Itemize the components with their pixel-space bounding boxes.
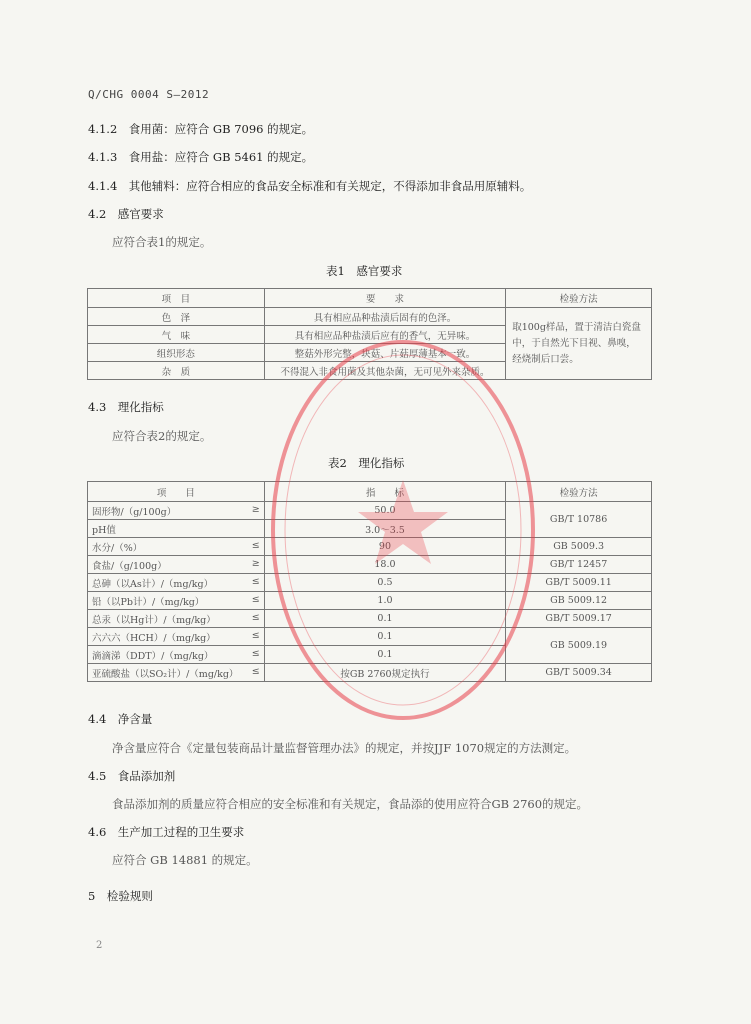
- table-row: [88, 664, 652, 682]
- table-row: [88, 538, 652, 556]
- row-item: [88, 502, 265, 520]
- row-method: GB 5009.3: [506, 538, 652, 556]
- comparison-symbol: ≤: [251, 593, 260, 605]
- table1-caption: 表1 感官要求: [326, 264, 403, 278]
- row-method: GB/T 5009.34: [506, 664, 652, 682]
- row-value: 按GB 2760规定执行: [264, 664, 506, 682]
- comparison-symbol: ≤: [251, 611, 260, 623]
- row-item: [88, 664, 265, 682]
- row-item: [88, 592, 265, 610]
- row-requirement: 不得混入非食用菌及其他杂菌，无可见外来杂质。: [264, 362, 506, 380]
- table2-caption: 表2 理化指标: [328, 456, 405, 470]
- row-item-label: 食盐/（g/100g）: [92, 560, 167, 572]
- comparison-symbol: ≤: [251, 629, 260, 641]
- table-row: [88, 574, 652, 592]
- table1-sensory: [87, 288, 652, 380]
- row-item: [88, 556, 265, 574]
- comparison-symbol: ≤: [251, 575, 260, 587]
- row-value: 0.5: [264, 574, 506, 592]
- comparison-symbol: ≤: [251, 647, 260, 659]
- row-item-label: 滴滴涕（DDT）/（mg/kg）: [92, 650, 214, 662]
- row-item-label: 六六六（HCH）/（mg/kg）: [92, 632, 216, 644]
- table-row: [88, 502, 652, 520]
- section-4-4-heading: 4.4 净含量: [88, 712, 153, 726]
- row-method: GB 5009.19: [506, 628, 652, 664]
- row-value: 1.0: [264, 592, 506, 610]
- section-4-2-body: 应符合表1的规定。: [112, 235, 212, 249]
- clause-4-1-4: 4.1.4 其他辅料：应符合相应的食品安全标准和有关规定，不得添加非食品用原辅料。: [88, 179, 532, 193]
- row-item-label: 水分/（%）: [92, 542, 143, 554]
- table-row: [88, 610, 652, 628]
- table-row: [88, 556, 652, 574]
- section-4-2-heading: 4.2 感官要求: [88, 207, 164, 221]
- table-header-cell: 检验方法: [506, 482, 652, 502]
- inspection-method: 取100g样品，置于清洁白瓷盘中，于自然光下目视、鼻嗅，经烧制后口尝。: [506, 308, 652, 380]
- comparison-symbol: ≤: [251, 539, 260, 551]
- row-method: GB/T 10786: [506, 502, 652, 538]
- comparison-symbol: ≤: [251, 665, 260, 677]
- page-number: 2: [96, 940, 103, 951]
- section-4-6-body: 应符合 GB 14881 的规定。: [112, 853, 258, 867]
- table-row: [88, 628, 652, 646]
- clause-4-1-3: 4.1.3 食用盐：应符合 GB 5461 的规定。: [88, 150, 314, 164]
- table-header-row: [88, 289, 652, 308]
- row-value: 0.1: [264, 646, 506, 664]
- comparison-symbol: ≥: [251, 503, 260, 515]
- table-header-cell: 指 标: [264, 482, 506, 502]
- section-4-6-heading: 4.6 生产加工过程的卫生要求: [88, 825, 245, 839]
- section-4-5-heading: 4.5 食品添加剂: [88, 769, 176, 783]
- table-header-cell: 要 求: [264, 289, 506, 308]
- row-item: 气 味: [88, 326, 265, 344]
- row-item: [88, 520, 265, 538]
- row-item: [88, 538, 265, 556]
- row-value: 18.0: [264, 556, 506, 574]
- row-item: [88, 628, 265, 646]
- table-row: [88, 308, 652, 326]
- row-item: [88, 574, 265, 592]
- row-method: GB/T 5009.17: [506, 610, 652, 628]
- table2-physicochemical: [87, 481, 652, 682]
- comparison-symbol: ≥: [251, 557, 260, 569]
- row-item: [88, 610, 265, 628]
- row-requirement: 具有相应品种盐渍后应有的香气，无异味。: [264, 326, 506, 344]
- row-item: [88, 646, 265, 664]
- row-value: 3.0～3.5: [264, 520, 506, 538]
- table-header-cell: 项 目: [88, 289, 265, 308]
- row-requirement: 整菇外形完整，块菇、片菇厚薄基本一致。: [264, 344, 506, 362]
- table-header-row: [88, 482, 652, 502]
- row-item: 组织形态: [88, 344, 265, 362]
- table-header-cell: 检验方法: [506, 289, 652, 308]
- table-header-cell: 项 目: [88, 482, 265, 502]
- row-value: 50.0: [264, 502, 506, 520]
- row-method: GB/T 12457: [506, 556, 652, 574]
- clause-4-1-2: 4.1.2 食用菌：应符合 GB 7096 的规定。: [88, 122, 314, 136]
- row-method: GB/T 5009.11: [506, 574, 652, 592]
- row-item: 杂 质: [88, 362, 265, 380]
- section-5-heading: 5 检验规则: [88, 889, 153, 903]
- section-4-5-body: 食品添加剂的质量应符合相应的安全标准和有关规定，食品添的使用应符合GB 2760的规定。: [112, 797, 589, 811]
- row-value: 0.1: [264, 628, 506, 646]
- row-item-label: 总砷（以As计）/（mg/kg）: [92, 578, 214, 590]
- row-item-label: 总汞（以Hg计）/（mg/kg）: [92, 614, 216, 626]
- row-item-label: 铅（以Pb计）/（mg/kg）: [92, 596, 205, 608]
- row-item: 色 泽: [88, 308, 265, 326]
- row-requirement: 具有相应品种盐渍后固有的色泽。: [264, 308, 506, 326]
- row-value: 90: [264, 538, 506, 556]
- row-method: GB 5009.12: [506, 592, 652, 610]
- doc-code: Q/CHG 0004 S—2012: [88, 88, 210, 101]
- row-item-label: 固形物/（g/100g）: [92, 506, 177, 518]
- row-value: 0.1: [264, 610, 506, 628]
- table-row: [88, 592, 652, 610]
- row-item-label: 亚硫酸盐（以SO₂计）/（mg/kg）: [92, 668, 239, 680]
- section-4-4-body: 净含量应符合《定量包装商品计量监督管理办法》的规定，并按JJF 1070规定的方法测定。: [112, 741, 577, 755]
- row-item-label: pH值: [92, 524, 116, 536]
- section-4-3-body: 应符合表2的规定。: [112, 429, 212, 443]
- section-4-3-heading: 4.3 理化指标: [88, 400, 164, 414]
